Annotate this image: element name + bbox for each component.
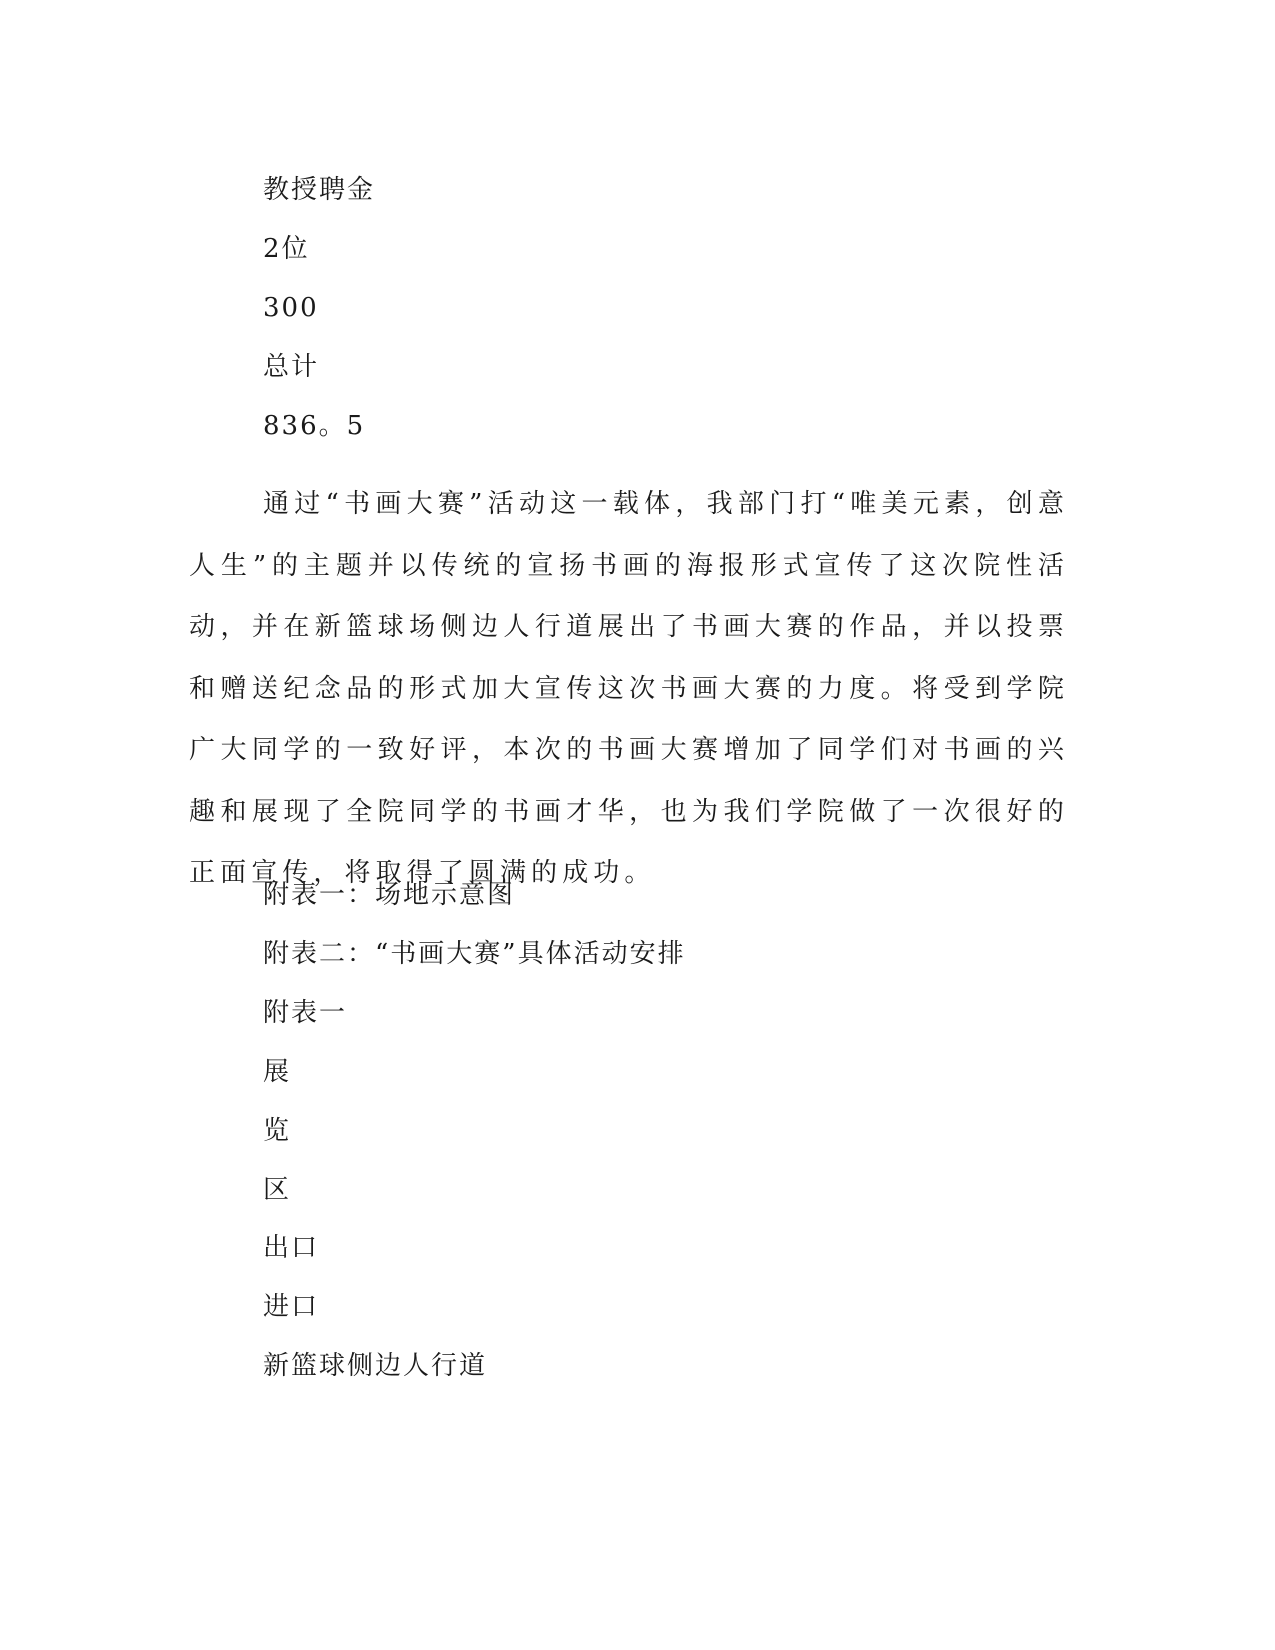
text-line: 总计 (263, 352, 320, 382)
text-line: 进口 (263, 1292, 320, 1322)
text-line: 新篮球侧边人行道 (263, 1351, 488, 1381)
text-line: 展 (263, 1057, 292, 1087)
text-line: 836。5 (263, 411, 366, 441)
text-line: 览 (263, 1116, 292, 1146)
text-line: 附表一：场地示意图 (263, 880, 516, 910)
text-line: 300 (263, 293, 319, 323)
text-line: 2位 (263, 234, 310, 264)
text-line: 附表一 (263, 998, 348, 1028)
text-line: 教授聘金 (263, 175, 376, 205)
text-line: 附表二：“书画大赛”具体活动安排 (263, 939, 686, 969)
text-line: 区 (263, 1175, 292, 1205)
body-paragraph: 通过“书画大赛”活动这一载体，我部门打“唯美元素，创意人生”的主题并以传统的宣扬书画的海报形式宣传了这次院性活动，并在新篮球场侧边人行道展出了书画大赛的作品，并以投票和赠送纪念品的形式加大宣传这次书画大赛的力度。将受到学院广大同学的一致好评，本次的书画大赛增加了同学们对书画的兴趣和展现了全院同学的书画才华，也为我们学院做了一次很好的正面宣传，将取得了圆满的成功。 (189, 489, 1069, 888)
text-line: 出口 (263, 1233, 320, 1263)
